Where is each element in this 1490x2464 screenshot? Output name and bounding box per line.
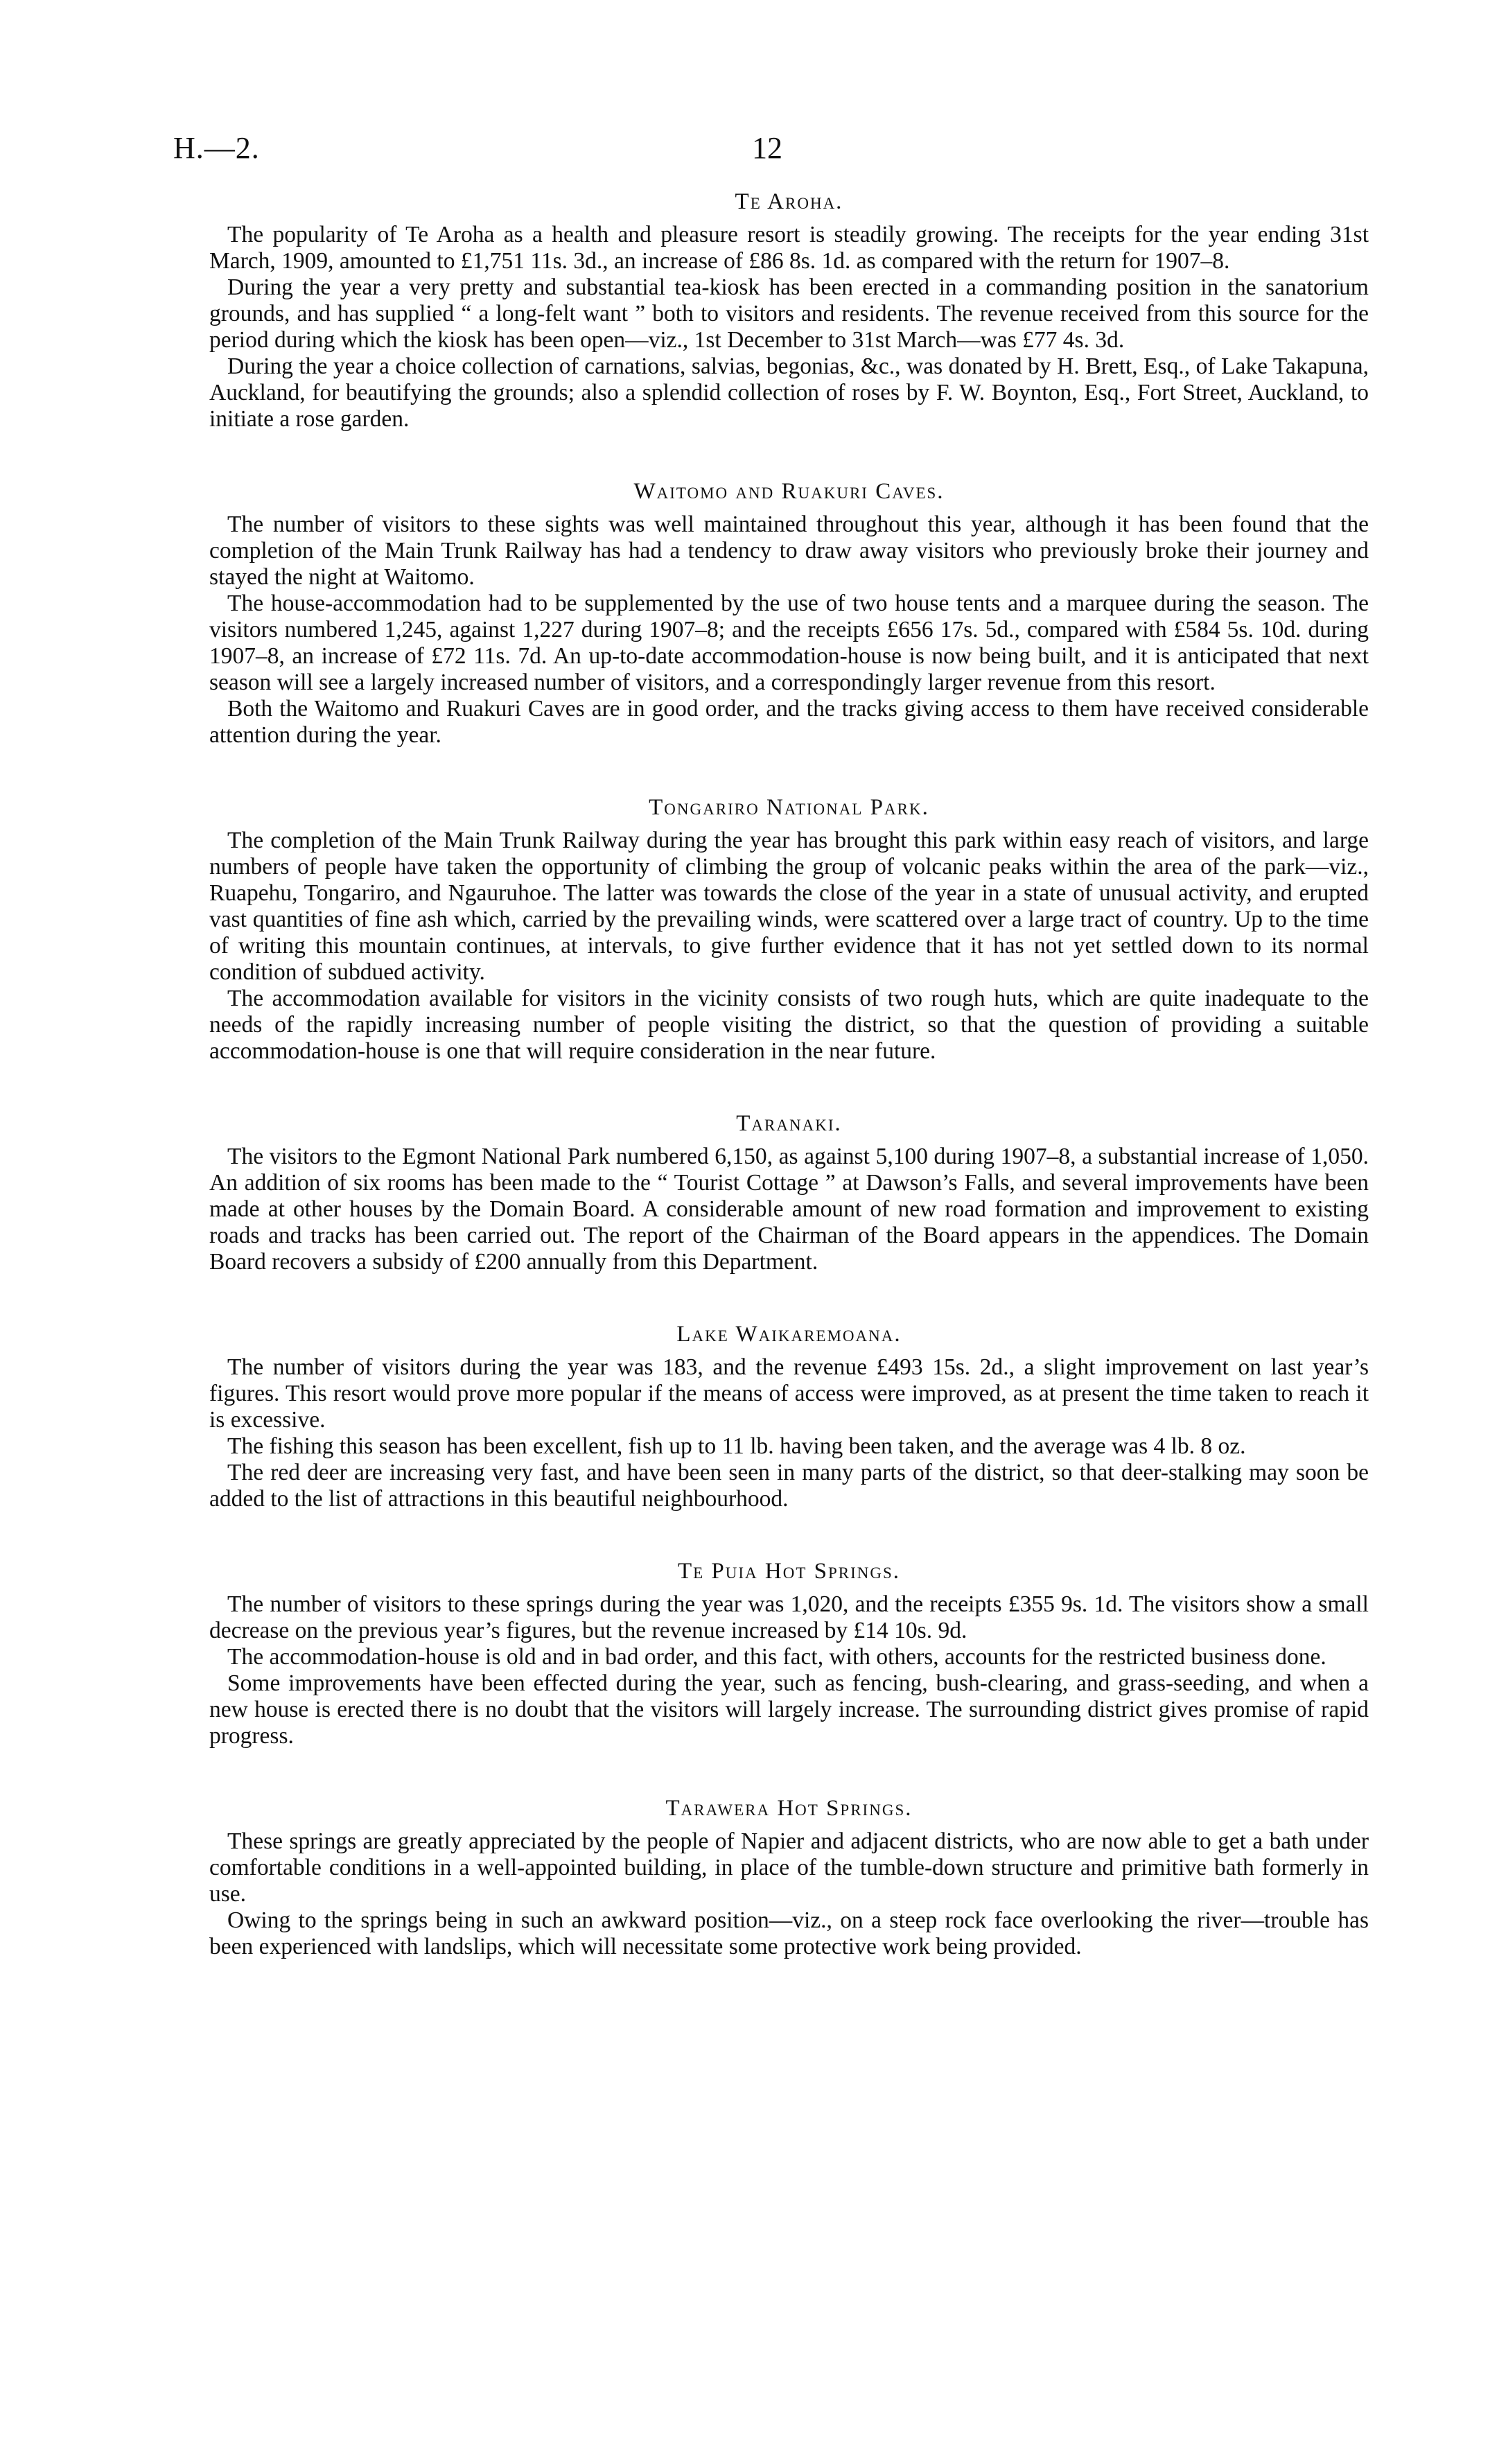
paragraph: The accommodation available for visitors in the vicinity consists of two rough huts, which are quite inadequate to the needs of the rapidly increasing number of people visiting the district, so that the question of providing a suitable accommodation-house is one that will require consideration in the near future. [209, 986, 1369, 1064]
paragraph: The accommodation-house is old and in bad order, and this fact, with others, accounts for the restricted business done. [227, 1644, 1326, 1670]
section-te-aroha [209, 189, 1369, 432]
page-number: 12 [752, 131, 782, 165]
section-taranaki [209, 1110, 1369, 1275]
section-tarawera-hot-springs [209, 1795, 1369, 1960]
section-heading: Tarawera Hot Springs. [665, 1796, 913, 1821]
paragraph: Some improvements have been effected during the year, such as fencing, bush-clearing, and grass-seeding, and when a new house is erected there is no doubt that the visitors will largely increase. The surrounding district gives promise of rapid progress. [209, 1670, 1369, 1749]
section-heading: Te Puia Hot Springs. [677, 1559, 901, 1584]
section-heading: Taranaki. [736, 1111, 842, 1136]
paragraph: Both the Waitomo and Ruakuri Caves are in good order, and the tracks giving access to them have received considerable attention during the year. [209, 696, 1369, 748]
paragraph: During the year a very pretty and substantial tea-kiosk has been erected in a commanding position in the sanatorium grounds, and has supplied “ a long-felt want ” both to visitors and residents. The revenue received from this source for the period during which the kiosk has been open—viz., 1st December to 31st March—was £77 4s. 3d. [209, 274, 1369, 353]
document-reference: H.—2. [173, 131, 260, 165]
section-te-puia-hot-springs [209, 1558, 1369, 1749]
report-body [209, 189, 1369, 2006]
paragraph: Owing to the springs being in such an awkward position—viz., on a steep rock face overlooking the river—trouble has been experienced with landslips, which will necessitate some protective work being provided. [209, 1907, 1369, 1959]
paragraph: The fishing this season has been excellent, fish up to 11 lb. having been taken, and the average was 4 lb. 8 oz. [227, 1433, 1246, 1459]
paragraph: The number of visitors to these sights was well maintained throughout this year, although it has been found that the completion of the Main Trunk Railway has had a tendency to draw away visitors who previously broke their journey and stayed the night at Waitomo. [209, 512, 1369, 590]
section-lake-waikaremoana [209, 1321, 1369, 1512]
paragraph: The number of visitors during the year was 183, and the revenue £493 15s. 2d., a slight improvement on last year’s figures. This resort would prove more popular if the means of access were improved, as at present the time taken to reach it is excessive. [209, 1354, 1369, 1433]
paragraph: The red deer are increasing very fast, and have been seen in many parts of the district, so that deer-stalking may soon be added to the list of attractions in this beautiful neighbourhood. [209, 1460, 1369, 1512]
section-heading: Te Aroha. [735, 189, 843, 214]
paragraph: These springs are greatly appreciated by the people of Napier and adjacent districts, who are now able to get a bath under comfortable conditions in a well-appointed building, in place of the tumble-down structure and primitive bath formerly in use. [209, 1828, 1369, 1907]
section-heading: Waitomo and Ruakuri Caves. [633, 479, 945, 504]
paragraph: The popularity of Te Aroha as a health and pleasure resort is steadily growing. The receipts for the year ending 31st March, 1909, amounted to £1,751 11s. 3d., an increase of £86 8s. 1d. as compared with the return for 1907–8. [209, 222, 1369, 274]
paragraph: The completion of the Main Trunk Railway during the year has brought this park within easy reach of visitors, and large numbers of people have taken the opportunity of climbing the group of volcanic peaks within the area of the park—viz., Ruapehu, Tongariro, and Ngauruhoe. The latter was towards the close of the year in a state of unusual activity, and erupted vast quantities of fine ash which, carried by the prevailing winds, were scattered over a large tract of country. Up to the time of writing this mountain continues, at intervals, to give further evidence that it has not yet settled down to its normal condition of subdued activity. [209, 828, 1369, 985]
paragraph: During the year a choice collection of carnations, salvias, begonias, &c., was donated by H. Brett, Esq., of Lake Takapuna, Auckland, for beautifying the grounds; also a splendid collection of roses by F. W. Boynton, Esq., Fort Street, Auckland, to initiate a rose garden. [209, 353, 1369, 432]
section-tongariro-national-park [209, 794, 1369, 1065]
section-waitomo-ruakuri-caves [209, 478, 1369, 749]
paragraph: The house-accommodation had to be supplemented by the use of two house tents and a marquee during the season. The visitors numbered 1,245, against 1,227 during 1907–8; and the receipts £656 17s. 5d., compared with £584 5s. 10d. during 1907–8, an increase of £72 11s. 7d. An up-to-date accommodation-house is now being built, and it is anticipated that next season will see a largely increased number of visitors, and a correspondingly larger revenue from this resort. [209, 591, 1369, 695]
section-heading: Lake Waikaremoana. [676, 1322, 902, 1347]
section-heading: Tongariro National Park. [649, 795, 929, 820]
paragraph: The visitors to the Egmont National Park numbered 6,150, as against 5,100 during 1907–8, a substantial increase of 1,050. An addition of six rooms has been made to the “ Tourist Cottage ” at Dawson’s Falls, and several improvements have been made at other houses by the Domain Board. A considerable amount of new road formation and improvement to existing roads and tracks has been carried out. The report of the Chairman of the Board appears in the appendices. The Domain Board recovers a subsidy of £200 annually from this Department. [209, 1144, 1369, 1275]
paragraph: The number of visitors to these springs during the year was 1,020, and the receipts £355 9s. 1d. The visitors show a small decrease on the previous year’s figures, but the revenue increased by £14 10s. 9d. [209, 1591, 1369, 1643]
